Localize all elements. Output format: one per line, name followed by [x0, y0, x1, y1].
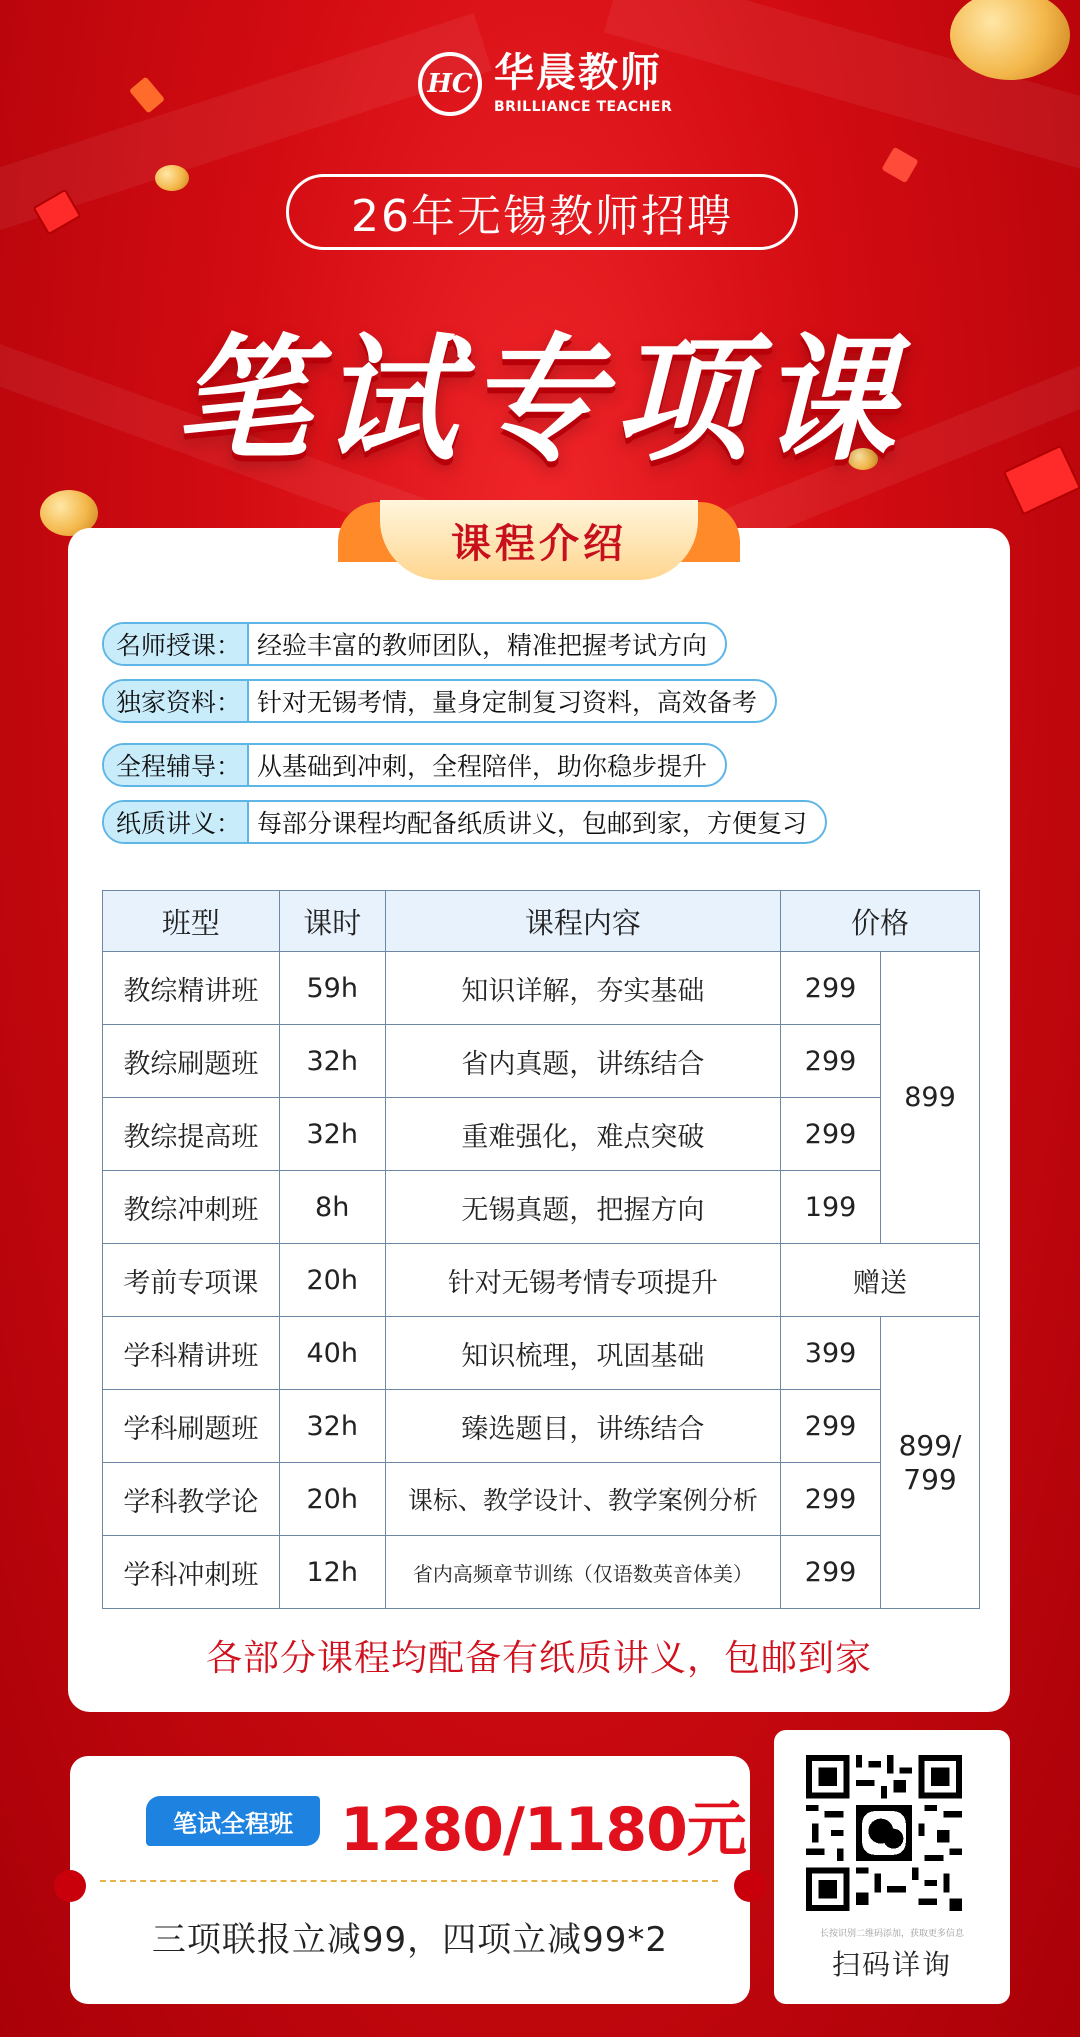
class-price: 299: [781, 1390, 881, 1463]
class-hours: 32h: [279, 1025, 385, 1098]
feature-item: [102, 800, 827, 844]
class-hours: 40h: [279, 1317, 385, 1390]
brand-logo-icon: HC: [418, 52, 482, 116]
class-price: 299: [781, 1025, 881, 1098]
section-tab: 课程介绍: [380, 500, 698, 580]
bundle-price: [881, 1317, 980, 1609]
class-content: 知识梳理，巩固基础: [385, 1317, 780, 1390]
class-content: 臻选题目，讲练结合: [385, 1390, 780, 1463]
column-header: 课程内容: [385, 891, 780, 952]
table-row: [103, 1098, 980, 1171]
feature-text: 针对无锡考情，量身定制复习资料，高效备考: [257, 688, 758, 717]
class-hours: 20h: [279, 1463, 385, 1536]
class-content: 重难强化，难点突破: [385, 1098, 780, 1171]
class-hours: 12h: [279, 1536, 385, 1609]
feature-tag: 全程辅导：: [104, 745, 249, 785]
table-row: [103, 1463, 980, 1536]
class-type: 学科精讲班: [103, 1317, 280, 1390]
class-type: 学科刷题班: [103, 1390, 280, 1463]
confetti-decoration: [129, 76, 165, 113]
qr-label: 扫码详询: [831, 1948, 952, 1981]
bundle-price-line: 899/: [898, 1428, 962, 1462]
page-title: 笔试专项课: [175, 322, 905, 480]
table-row: [103, 1536, 980, 1609]
class-price: 299: [781, 1536, 881, 1609]
feature-text: 经验丰富的教师团队，精准把握考试方向: [257, 631, 708, 660]
class-type: 教综精讲班: [103, 952, 280, 1025]
class-hours: 32h: [279, 1390, 385, 1463]
qr-fine-print: 长按识别二维码添加，获取更多信息: [819, 1929, 964, 1939]
feature-tag: 纸质讲义：: [104, 802, 249, 842]
class-content: 针对无锡考情专项提升: [385, 1244, 780, 1317]
feature-item: [102, 622, 727, 666]
class-type: 教综冲刺班: [103, 1171, 280, 1244]
class-type: 教综提高班: [103, 1098, 280, 1171]
class-hours: 20h: [279, 1244, 385, 1317]
feature-text: 每部分课程均配备纸质讲义，包邮到家，方便复习: [257, 809, 808, 838]
ticket-divider: [100, 1880, 718, 1882]
package-price: 1280/1180元: [340, 1795, 746, 1865]
class-hours: 59h: [279, 952, 385, 1025]
subtitle-pill: 26年无锡教师招聘: [286, 174, 798, 250]
class-price: 299: [781, 952, 881, 1025]
table-row: [103, 1244, 980, 1317]
table-row: [103, 1171, 980, 1244]
table-row: [103, 1025, 980, 1098]
brand-name-en: BRILLIANCE TEACHER: [494, 99, 673, 115]
column-header: 价格: [781, 891, 980, 952]
package-tag: 笔试全程班: [146, 1796, 320, 1846]
table-row: [103, 952, 980, 1025]
class-content: 省内高频章节训练（仅语数英音体美）: [385, 1536, 780, 1609]
class-type: 教综刷题班: [103, 1025, 280, 1098]
brand-logo: [418, 52, 672, 116]
discount-text: 三项联报立减99，四项立减99*2: [151, 1920, 669, 1960]
class-content: 无锡真题，把握方向: [385, 1171, 780, 1244]
materials-note: 各部分课程均配备有纸质讲义，包邮到家: [205, 1638, 872, 1679]
class-hours: 32h: [279, 1098, 385, 1171]
feature-text: 从基础到冲刺，全程陪伴，助你稳步提升: [257, 752, 708, 781]
brand-name-cn: 华晨教师: [494, 50, 662, 96]
feature-item: [102, 743, 727, 787]
class-price: 399: [781, 1317, 881, 1390]
table-row: [103, 1317, 980, 1390]
column-header: 班型: [103, 891, 280, 952]
class-price: 199: [781, 1171, 881, 1244]
class-type: 学科教学论: [103, 1463, 280, 1536]
class-content: 省内真题，讲练结合: [385, 1025, 780, 1098]
table-row: [103, 1390, 980, 1463]
class-content: 课标、教学设计、教学案例分析: [385, 1463, 780, 1536]
class-price: 299: [781, 1463, 881, 1536]
class-hours: 8h: [279, 1171, 385, 1244]
bundle-price-line: 799: [903, 1462, 957, 1496]
column-header: 课时: [279, 891, 385, 952]
class-price: 299: [781, 1098, 881, 1171]
class-content: 知识详解，夯实基础: [385, 952, 780, 1025]
table-header-row: [103, 891, 980, 952]
feature-tag: 名师授课：: [104, 624, 249, 664]
confetti-decoration: [881, 147, 918, 184]
class-price: 赠送: [781, 1244, 980, 1317]
coin-decoration: [155, 165, 189, 191]
class-type: 考前专项课: [103, 1244, 280, 1317]
bundle-price: 899: [881, 952, 980, 1244]
ticket-notch: [734, 1870, 766, 1902]
course-table: [102, 890, 980, 1609]
ticket-notch: [54, 1870, 86, 1902]
qr-code[interactable]: [806, 1755, 962, 1911]
feature-item: [102, 679, 777, 723]
feature-tag: 独家资料：: [104, 681, 249, 721]
class-type: 学科冲刺班: [103, 1536, 280, 1609]
